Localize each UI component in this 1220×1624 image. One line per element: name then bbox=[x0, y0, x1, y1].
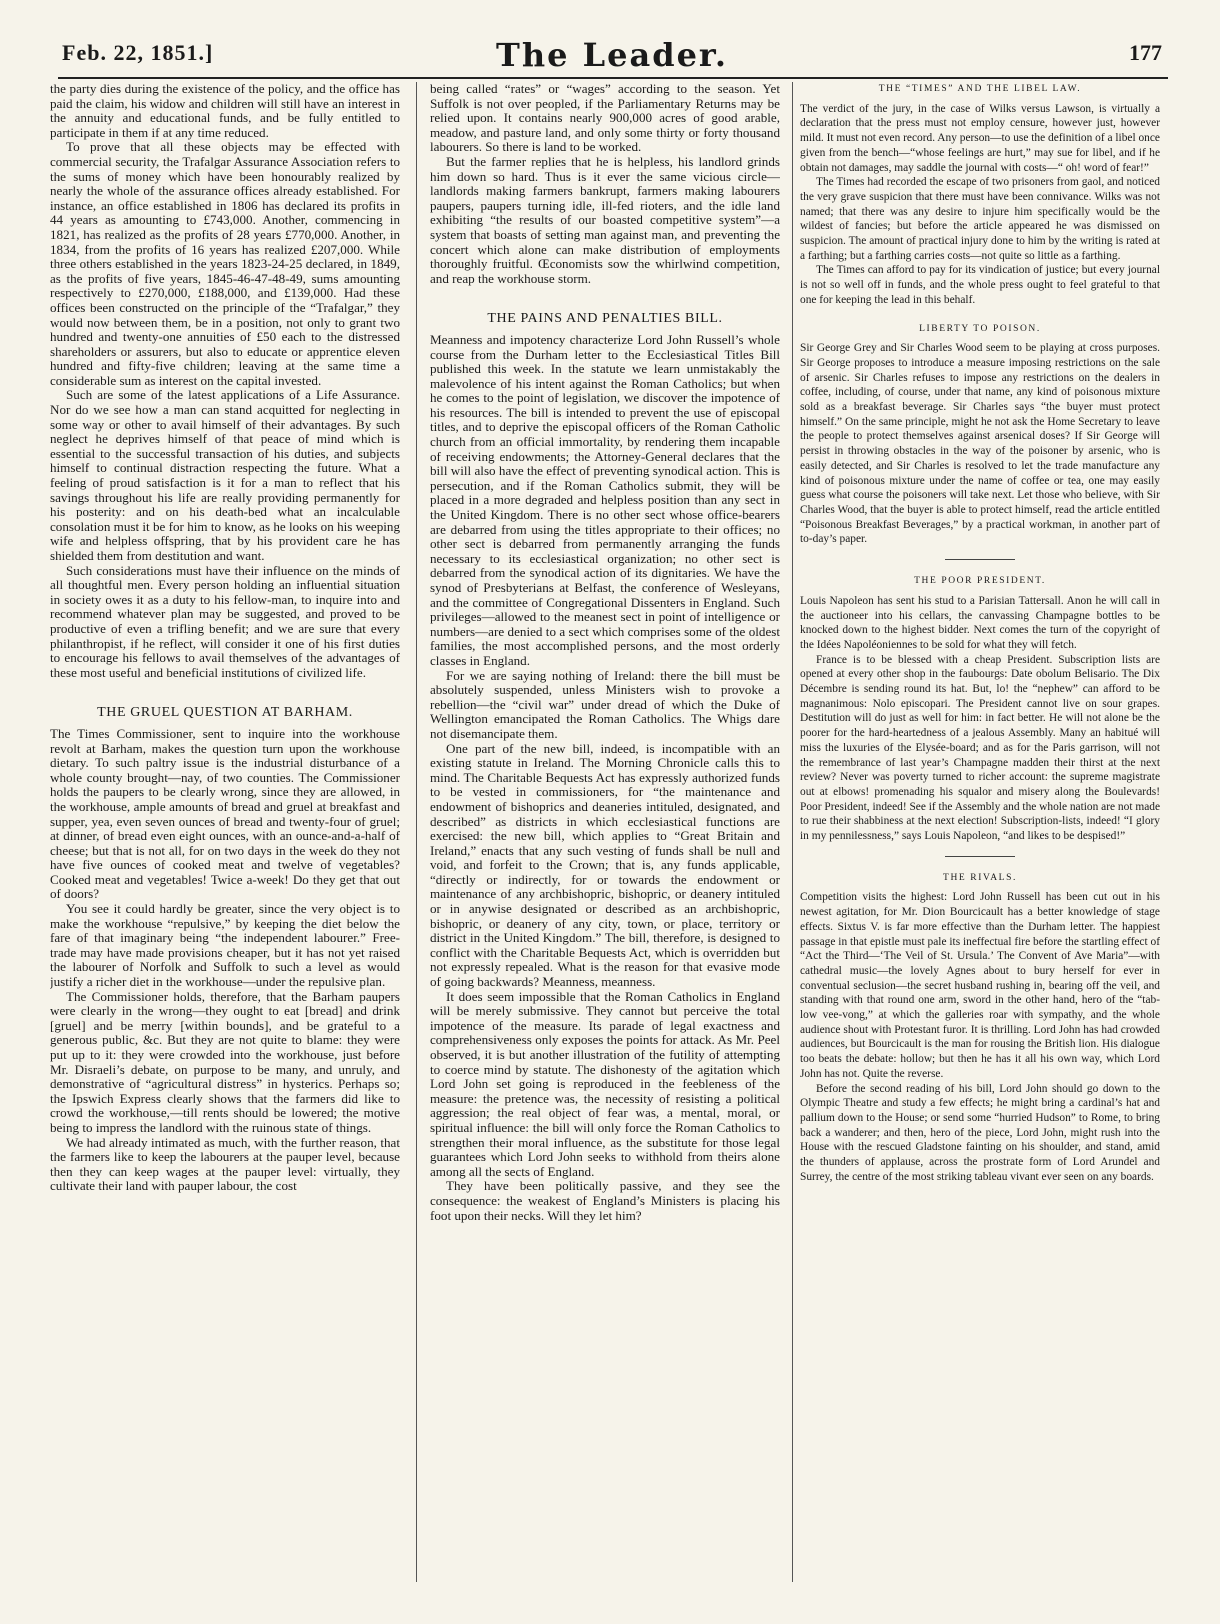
paragraph: Meanness and impotency characterize Lord John Russell’s whole course from the Durham letter to the Ecclesiastical Titles Bill published this week. In the statute we learn unmistakably the malevolence of his intent against the Roman Catholics; but when he comes to the point of legislation, we discover the impotence of his resources. The bill is intended to prevent the use of episcopal titles, and to deprive the episcopal officers of the Roman Catholic church from an official immortality, by rendering them incapable of receiving endowments; the Attorney-General declares that the bill will also have the effect of preventing synodical action. This is persecution, and if the Roman Catholics submit, they will be placed in a more degraded and helpless position than any sect in the United Kingdom. There is no other sect whose office-bearers are debarred from using the titles appropriate to their offices; no other sect is debarred from permanently arranging the funds necessary to its ecclesiastical organization; no other sect is debarred from the synodical action of its dignitaries. We have the synod of Presbyterians at Belfast, the conference of Wesleyans, and the committee of Congregational Dissenters in England. Such privileges—allowed to the meanest sect in point of intelligence or numbers—are denied to a sect which comprises some of the oldest families, the most accomplished persons, and the most orderly classes in England. bbox=[430, 331, 780, 668]
paragraph: Sir George Grey and Sir Charles Wood seem to be playing at cross purposes. Sir George proposes to introduce a measure imposing restrictions on the sale of arsenic. Sir Charles refuses to impose any restrictions on the dealers in coffee, including, of course, under that name, any kind of poisonous mixture sold as a breakfast beverage. Sir Charles says “the buyer must protect himself.” On the same principle, might he not ask the Home Secretary to leave the people to protect themselves against arsenical doses? If Sir George will persist in throwing obstacles in the way of the poisoner by arsenic, who is easily detected, and Sir Charles is resolved to let the trade manufacture any kind of poisonous mixture under the name of coffee or tea, one may easily guess what course the poisoners will take next. Let those who believe, with Sir Charles Wood, that the buyer is able to protect himself, read the article entitled “Poisonous Breakfast Beverages,” by a practical workman, in another part of to-day’s paper. bbox=[800, 342, 1160, 546]
article-heading-times: THE “TIMES” AND THE LIBEL LAW. bbox=[878, 84, 1082, 94]
header-rule bbox=[58, 77, 1168, 79]
column-divider bbox=[792, 82, 793, 1582]
article-heading-pains: THE PAINS AND PENALTIES BILL. bbox=[487, 311, 723, 327]
article-heading-gruel: THE GRUEL QUESTION AT BARHAM. bbox=[97, 705, 353, 721]
paragraph: We had already intimated as much, with the further reason, that the farmers like to keep the labourers at the pauper level, because then they can keep wages at the pauper level: virtually, they cultivate their land with pauper labour, the cost bbox=[50, 1134, 400, 1194]
paragraph: The verdict of the jury, in the case of Wilks versus Lawson, is virtually a declaration that the press must not employ censure, however just, however mild. It must not even record. Any person—to use the definition of a libel once given from the bench—“whose feelings are hurt,” may sue for libel, and if he obtain not damages, may saddle the journal with costs—“ oh! word of fear!” bbox=[800, 102, 1160, 174]
paragraph: One part of the new bill, indeed, is incompatible with an existing statute in Ireland. The Morning Chronicle calls this to mind. The Charitable Bequests Act has expressly authorized funds to be vested in commissioners, for “the maintenance and endowment of bishoprics and deaneries intituled, designated, and described” as districts in which ecclesiastical functions are exercised: the new bill, which applies to “Great Britain and Ireland,” enacts that any such vesting of funds shall be null and void, and forfeit to the Crown; that is, any funds applicable, “directly or indirectly, for or towards the endowment or maintenance of any archbishopric, bishopric, or deanery intituled or in anywise designated or described as an archbishopric, bishopric, or deanery of any city, town, or place, territory or district in the United Kingdom.” The bill, therefore, is designed to conflict with the Charitable Bequests Act, which is overridden but not expressly repealed. What is the reason for that evasive mode of going backwards? Meanness, meanness. bbox=[430, 740, 780, 990]
column-3 bbox=[800, 82, 1160, 1602]
column-1 bbox=[50, 82, 400, 1602]
paragraph: being called “rates” or “wages” according to the season. Yet Suffolk is not over peopled, if the Parliamentary Returns may be relied upon. It contains nearly 900,000 acres of good arable, meadow, and pasture land, and only some thirty or forty thousand labourers. So there is land to be worked. bbox=[430, 82, 780, 155]
paragraph: To prove that all these objects may be effected with commercial security, the Trafalgar Assurance Association refers to the sums of money which have been honourably realized by nearly the whole of the assurance offices already established. For instance, an office established in 1806 has declared its profits in 44 years as amounting to £743,000. Another, commencing in 1821, has realized as the profits of 28 years £770,000. Another, in 1834, from the profits of 16 years has realized £207,000. While three others established in the years 1823-24-25 declared, in 1849, as the profits of five years, 1845-46-47-48-49, sums amounting respectively to £270,000, £188,000, and £139,000. Had these offices been constructed on the principle of the “Trafalgar,” they would now between them, be in a position, not only to grant two hundred and twenty-one annuities of £50 each to the distressed shareholders or assurers, but also to educate or apprentice eleven hundred and fifty-five children; leaving at the same time a considerable sum as interest on the capital invested. bbox=[50, 139, 400, 388]
paragraph: Such are some of the latest applications of a Life Assurance. Nor do we see how a man can stand acquitted for neglecting in some way or other to avail himself of their advantages. By such neglect he deprives himself of that peace of mind which is essential to the successful transaction of his duties, and subjects himself to continual distraction respecting the future. What a feeling of proud satisfaction is it for a man to reflect that his savings throughout his life are really providing permanently for his posterity: and on his death-bed what an incalculable consolation must it be for him to know, as he looks on his weeping wife and helpless offspring, that by his provident care he has shielded them from destitution and want. bbox=[50, 387, 400, 563]
paragraph: France is to be blessed with a cheap President. Subscription lists are opened at every other shop in the faubourgs: Date obolum Belisario. The Dix Décembre is sending round its hat. But, lo! the “nephew” can afford to be magnanimous: Nolo episcopari. The President cannot live on sour grapes. Destitution will do just as well for him: in fact better. He will not alone be the poorer for the hard-heartedness of a jealous Assembly. Many an habitué will miss the luxuries of the Elysée-board; and as for the Paris garrison, will not the remembrance of last year’s Champagne madden their thirst at the next review? Never was poverty turned to richer account: the supreme magistrate out at elbows! promenading his squalor and misery along the Boulevards! Poor President, indeed! See if the Assembly and the whole nation are not made to rue their shabbiness at the next election! Subscription-lists, indeed! “I glory in my pennilessness,” says Louis Napoleon, “and likes to be despised!” bbox=[800, 653, 1160, 843]
paragraph: Such considerations must have their influence on the minds of all thoughtful men. Every person holding an influential situation in society owes it as a duty to his fellow-man, to inquire into and recommend whatever plan may be suggested, and proved to be productive of even a trifling benefit; and we are sure that every philanthropist, if he reflect, will consider it one of his first duties to encourage his fellows to avail themselves of the advantages of these most useful and beneficial institutions of civilized life. bbox=[50, 562, 400, 680]
article-heading-poison: LIBERTY TO POISON. bbox=[919, 323, 1041, 334]
paragraph: The Times Commissioner, sent to inquire into the workhouse revolt at Barham, makes the question turn upon the workhouse dietary. To such paltry issue is the industrial disturbance of a whole county brought—nay, of two counties. The Commissioner holds the paupers to be clearly wrong, since they are allowed, in the workhouse, ample amounts of bread and gruel at breakfast and supper, yea, even seven ounces of bread and twenty-four of gruel; at dinner, of bread even eight ounces, with an ounce-and-a-half of cheese; but that is not all, for on two days in the week do they not have five ounces of cooked meat and twelve of vegetables? Cooked meat and vegetables! Twice a-week! Do they get that out of doors? bbox=[50, 725, 400, 902]
paragraph: Before the second reading of his bill, Lord John should go down to the Olympic Theatre and study a few effects; he might bring a cardinal’s hat and pallium down to the House; or send some “hurried Hudson” to Rome, to bring back a wanderer; and then, hero of the piece, Lord John, might rush into the House with the rescued Gladstone fainting on his shoulder, and stand, amid the thunders of applause, across the prostrate form of Lord Arundel and Surrey, the centre of the most striking tableau vivant ever seen on any boards. bbox=[800, 1082, 1160, 1183]
paragraph: Louis Napoleon has sent his stud to a Parisian Tattersall. Anon he will call in the auctioneer into his cellars, the canvassing Champagne bottles to be knocked down to the highest bidder. Next comes the turn of the copyright of the Idées Napoléoniennes to be sold for what they will fetch. bbox=[800, 594, 1160, 651]
paragraph: the party dies during the existence of the policy, and the office has paid the claim, his widow and children will still have an interest in the annuity and educational funds, and be fully entitled to participate in them if at any time reduced. bbox=[50, 82, 400, 140]
column-divider bbox=[416, 82, 417, 1582]
paragraph: They have been politically passive, and they see the consequence: the weakest of England’s Ministers is placing his foot upon their necks. Will they let him? bbox=[430, 1178, 780, 1223]
paragraph: But the farmer replies that he is helpless, his landlord grinds him down so hard. Thus is it ever the same vicious circle—landlords making farmers bankrupt, farmers making labourers paupers, paupers turning idle, ill-fed rioters, and the idle land exhibiting “the results of our boasted competitive system”—a system that boasts of setting man against man, and preventing the concert which alone can make distribution of employments thoroughly fruitful. Œconomists sow the whirlwind competition, and reap the workhouse storm. bbox=[430, 153, 780, 286]
paragraph: The Commissioner holds, therefore, that the Barham paupers were clearly in the wrong—they ought to eat [bread] and drink [gruel] and be merry [within bounds], and be grateful to a generous public, &c. But they are not quite to blame: they were put up to it: they were crowded into the workhouse, just before Mr. Disraeli’s debate, on purpose to be many, and unruly, and demonstrative of “agricultural distress” in hysterics. Perhaps so; the Ipswich Express clearly shows that the farmers did like to crowd the workhouse,—till rents should be lowered; the motive being to impress the landlord with the ruinous state of things. bbox=[50, 988, 400, 1135]
page-header bbox=[62, 36, 1162, 74]
paragraph: The Times can afford to pay for its vindication of justice; but every journal is not so well off in funds, and the whole press ought to feel grateful to that one for keeping the lead in this behalf. bbox=[800, 264, 1160, 306]
paragraph: Competition visits the highest: Lord John Russell has been cut out in his newest agitation, for Mr. Dion Bourcicault has a better knowledge of stage effects. Sixtus V. is far more effective than the Durham letter. The happiest passage in that epistle must pale its ineffectual fire before the startling effect of “Act the Third—‘The Veil of St. Ursula.’ The Convent of Ave Maria”—with cathedral music—the lovely Agnes about to bury herself for ever in conventual seclusion—the secret husband rushing in, bearing off the veil, and standing with that round one arm, sword in the other hand, hero of the “tab-low vee-vong,” at which the galleries roar with sympathy, and the whole audience shout with Protestant furor. It is thrilling. Lord John has had crowded audiences, but Bourcicault is the man for rousing the British lion. His dialogue too beats the debate: hollow; but then he has it all his own way, which Lord John has not. Quite the reverse. bbox=[800, 891, 1160, 1080]
column-2 bbox=[430, 82, 780, 1602]
paragraph: It does seem impossible that the Roman Catholics in England will be merely submissive. They cannot but perceive the total impotence of the measure. Its parade of legal exactness and comprehensiveness only exposes the points for attack. As Mr. Peel observed, it is but another illustration of the futility of attempting to coerce mind by statute. The dishonesty of the agitation which Lord John set going is reproduced in the feebleness of the measure: the pretence was, the necessity of resisting a political aggression; the real object of fear was, a mental, moral, or spiritual influence: the bill will only force the Roman Catholics to strengthen their moral influence, as the substitute for those legal guarantees which Lord John seeks to withhold from theirs alone among all the sects of England. bbox=[430, 988, 780, 1179]
paragraph: The Times had recorded the escape of two prisoners from gaol, and noticed the very grave suspicion that there must have been connivance. Wilks was not named; that there was any desire to injure him specifically would be the wildest of fancies; but before the article appeared he was dismissed on suspicion. The amount of practical injury done to him by the writing is rated at a farthing; but a farthing carries costs—not quite so little as a farthing. bbox=[800, 176, 1160, 262]
section-separator bbox=[945, 559, 1015, 560]
section-separator bbox=[945, 856, 1015, 857]
page-number: 177 bbox=[1129, 40, 1162, 65]
paragraph: You see it could hardly be greater, since the very object is to make the workhouse “repulsive,” by keeping the diet below the fare of that imaginary being “the independent labourer.” Free-trade may have made provisions cheaper, but it has not yet raised the labourer of Norfolk and Suffolk to such a level as would justify a richer diet in the workhouse—under the repulsive plan. bbox=[50, 901, 400, 990]
masthead-title: The Leader. bbox=[496, 36, 728, 74]
issue-date: Feb. 22, 1851.] bbox=[62, 40, 214, 65]
article-heading-president: THE POOR PRESIDENT. bbox=[914, 576, 1046, 587]
paragraph: For we are saying nothing of Ireland: there the bill must be absolutely suspended, unless Ministers wish to provoke a rebellion—the “civil war” under dread of which the Duke of Wellington emancipated the Roman Catholics. The Whigs dare not disemancipate them. bbox=[430, 667, 780, 741]
article-heading-rivals: THE RIVALS. bbox=[943, 872, 1017, 883]
